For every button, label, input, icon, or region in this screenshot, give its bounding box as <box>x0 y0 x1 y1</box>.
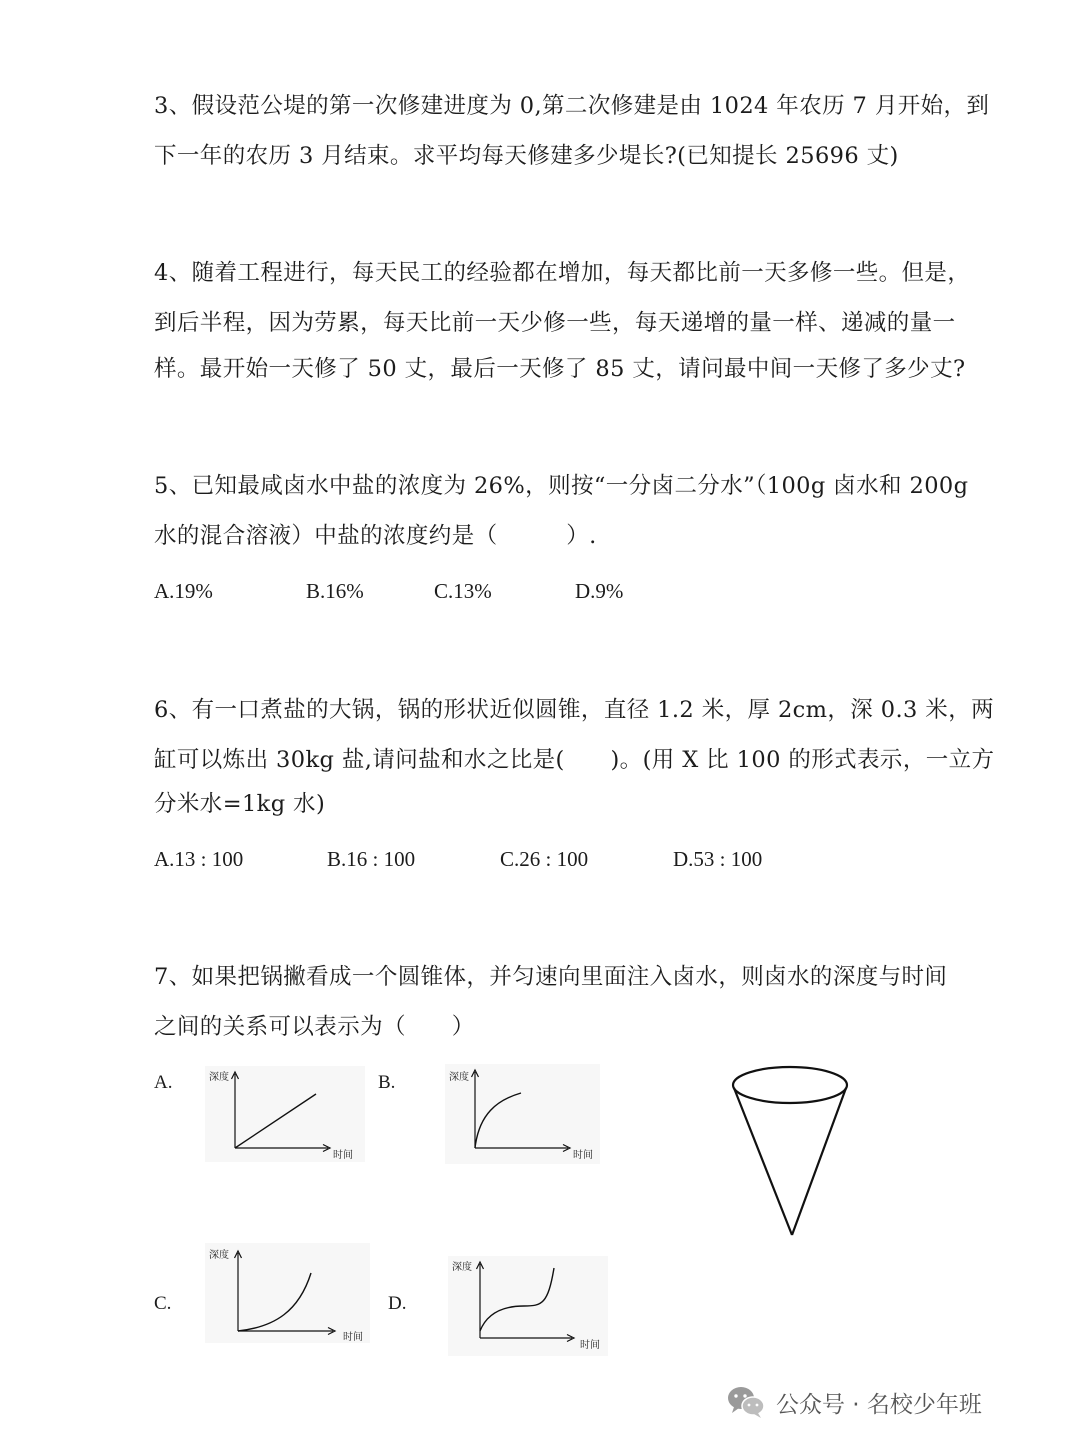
q5-option-d: D.9% <box>575 579 624 603</box>
graph-d-x-label: 时间 <box>580 1340 600 1351</box>
cone-diagram <box>726 1062 856 1242</box>
graph-c-curve <box>238 1273 311 1331</box>
wechat-icon <box>726 1385 766 1419</box>
graph-a-curve <box>235 1094 316 1148</box>
q5-option-b: B.16% <box>306 579 364 603</box>
q6-option-a: A.13 : 100 <box>154 847 244 871</box>
q5-line-2: 水的混合溶液）中盐的浓度约是（ ）. <box>154 523 597 549</box>
graph-c <box>205 1243 370 1343</box>
q5-option-a: A.19% <box>154 579 213 603</box>
graph-a-x-label: 时间 <box>333 1150 353 1161</box>
graph-a-label: A. <box>154 1072 173 1093</box>
graph-a-y-label: 深度 <box>209 1072 229 1083</box>
graph-c-x-label: 时间 <box>343 1332 363 1343</box>
watermark <box>726 1380 982 1424</box>
q6-option-c: C.26 : 100 <box>500 847 589 871</box>
q3-line-1: 3、假设范公堤的第一次修建进度为 0,第二次修建是由 1024 年农历 7 月开始，到 <box>154 93 990 119</box>
q4-line-2: 到后半程，因为劳累，每天比前一天少修一些，每天递增的量一样、递减的量一 <box>154 310 956 336</box>
q6-line-2: 缸可以炼出 30kg 盐,请问盐和水之比是( )。(用 X 比 100 的形式表示，一立方 <box>154 747 995 773</box>
watermark-text: 公众号 · 名校少年班 <box>776 1391 982 1418</box>
graph-d-y-label: 深度 <box>452 1262 472 1273</box>
graph-b-y-label: 深度 <box>449 1072 469 1083</box>
graph-d <box>448 1256 608 1356</box>
q6-option-b: B.16 : 100 <box>327 847 416 871</box>
q5-line-1: 5、已知最咸卤水中盐的浓度为 26%，则按“一分卤二分水”（100g 卤水和 200g <box>154 473 969 499</box>
q6-line-3: 分米水=1kg 水) <box>154 791 326 817</box>
graph-b <box>445 1064 600 1164</box>
q6-option-d: D.53 : 100 <box>673 847 763 871</box>
graph-c-label: C. <box>154 1293 172 1314</box>
q4-line-3: 样。最开始一天修了 50 丈，最后一天修了 85 丈，请问最中间一天修了多少丈? <box>154 356 966 382</box>
q7-line-2: 之间的关系可以表示为（ ） <box>154 1014 475 1040</box>
q7-line-1: 7、如果把锅撇看成一个圆锥体，并匀速向里面注入卤水，则卤水的深度与时间 <box>154 964 948 990</box>
graph-d-curve <box>480 1268 554 1331</box>
q5-option-c: C.13% <box>434 579 492 603</box>
graph-c-y-label: 深度 <box>209 1250 229 1261</box>
graph-b-x-label: 时间 <box>573 1150 593 1161</box>
q6-line-1: 6、有一口煮盐的大锅，锅的形状近似圆锥，直径 1.2 米，厚 2cm，深 0.3 米，两 <box>154 697 994 723</box>
q3-line-2: 下一年的农历 3 月结束。求平均每天修建多少堤长?(已知提长 25696 丈) <box>154 143 899 169</box>
graph-b-label: B. <box>378 1072 396 1093</box>
graph-d-label: D. <box>388 1293 407 1314</box>
graph-b-curve <box>475 1093 521 1148</box>
q4-line-1: 4、随着工程进行，每天民工的经验都在增加，每天都比前一天多修一些。但是， <box>154 260 971 286</box>
graph-a <box>205 1066 365 1162</box>
